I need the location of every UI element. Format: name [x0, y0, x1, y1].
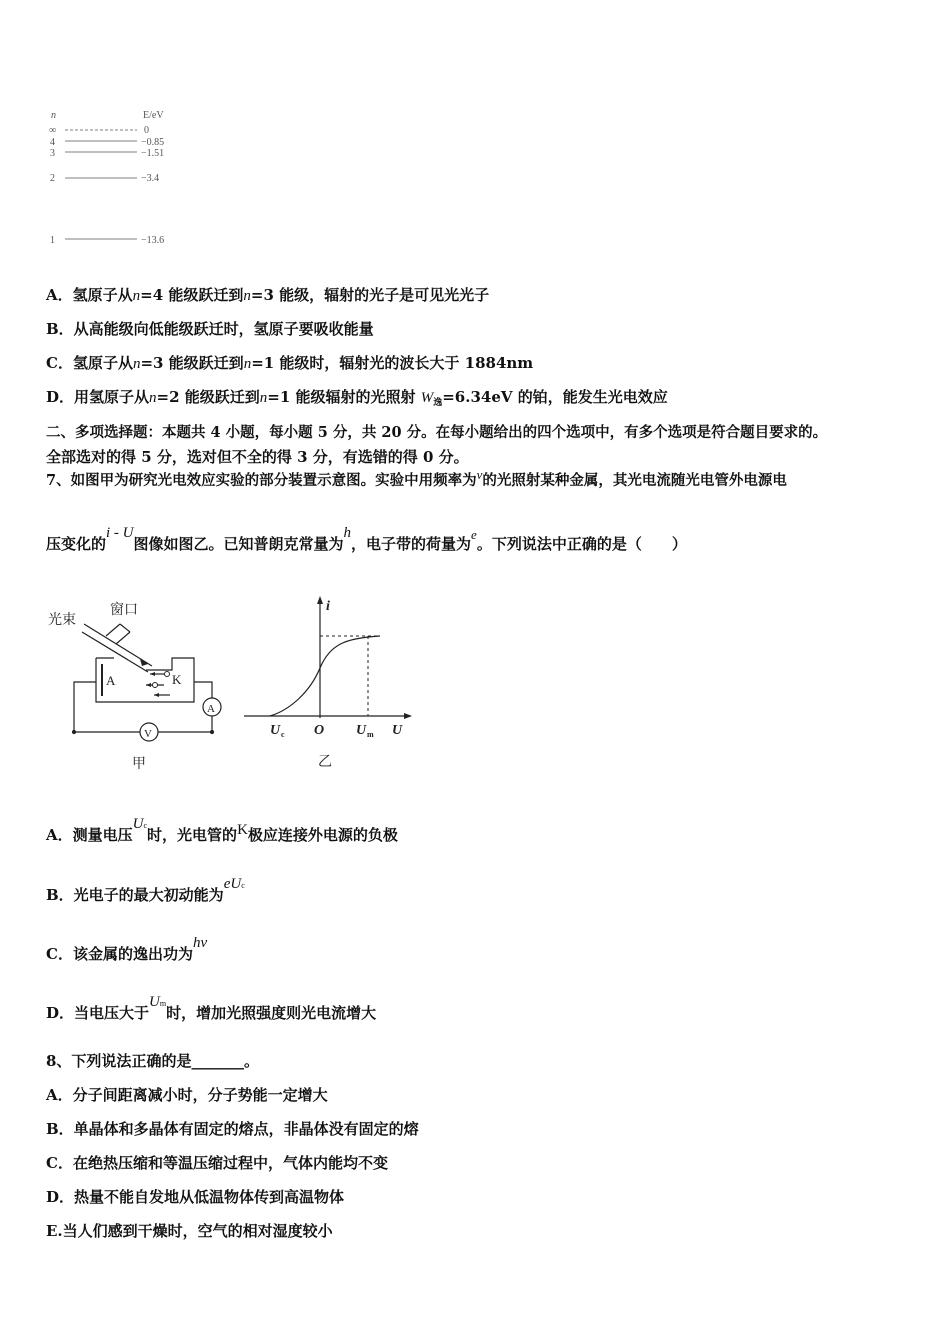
q7-option-d: [46, 994, 377, 1025]
math-uc: [133, 814, 147, 832]
uc-label: U: [270, 723, 281, 738]
q8-option-b: B．单晶体和多晶体有固定的熔点，非晶体没有固定的熔: [46, 1120, 419, 1138]
uc-sub: c: [281, 730, 285, 739]
energy-level-diagram: [40, 100, 190, 255]
text: B．光电子的最大初动能为: [46, 886, 224, 904]
q6-option-c: [46, 354, 533, 373]
text: 图像如图乙。已知普朗克常量为: [133, 535, 344, 553]
q7-stem-line2: [46, 525, 687, 554]
var-eu: eU: [223, 876, 242, 892]
text: 的光照射某种金属，其光电流随光电管外电源电: [482, 472, 787, 489]
text: =4 能级跃迁到: [140, 286, 244, 304]
energy-axis-label: E/eV: [143, 110, 164, 121]
var-iu: i - U: [106, 525, 134, 541]
text: C．该金属的逸出功为: [46, 945, 193, 963]
level-n-inf: ∞: [49, 125, 57, 136]
var-e: e: [471, 527, 477, 542]
n-axis-label: n: [51, 110, 56, 121]
text: =2 能级跃迁到: [156, 388, 260, 406]
level-n-1: 1: [50, 235, 55, 246]
text: D．当电压大于: [46, 1004, 150, 1022]
q7-stem-line1: [46, 467, 787, 490]
q8-option-e: E.当人们感到干燥时，空气的相对湿度较小: [46, 1222, 333, 1240]
q8-option-d: D．热量不能自发地从低温物体传到高温物体: [46, 1188, 345, 1206]
level-e-inf: 0: [144, 125, 149, 136]
q6-option-d: [46, 388, 668, 412]
level-e-3: −1.51: [141, 148, 165, 159]
label-electrode-k: K: [172, 672, 182, 687]
section2-line1: 二、多项选择题：本题共 4 小题，每小题 5 分，共 20 分。在每小题给出的四个选项中，有多个选项是符合题目要求的。: [46, 424, 828, 441]
var-h: h: [343, 525, 352, 541]
q8-option-a: A．分子间距离减小时，分子势能一定增大: [46, 1086, 328, 1104]
text: =3 能级，辐射的光子是可见光光子: [250, 286, 490, 304]
ammeter-label: A: [207, 703, 215, 715]
subscript: 逸: [433, 398, 443, 408]
text: ，电子带的荷量为: [351, 535, 472, 553]
level-e-1: −13.6: [141, 235, 165, 246]
voltmeter-label: V: [144, 728, 152, 740]
um-sub: m: [367, 730, 374, 739]
y-axis-label: i: [326, 599, 330, 614]
subscript: c: [143, 821, 148, 830]
text: D．用氢原子从: [46, 388, 150, 406]
text: 时，光电管的: [147, 826, 238, 844]
text: 极应连接外电源的负极: [247, 826, 398, 844]
text: 时，增加光照强度则光电流增大: [166, 1004, 377, 1022]
q7-option-b: [46, 876, 245, 907]
text: 压变化的: [46, 535, 107, 553]
var-u: U: [132, 816, 144, 832]
photoelectric-apparatus-figure: [44, 596, 244, 776]
level-n-4: 4: [50, 137, 55, 148]
q8-option-c: C．在绝热压缩和等温压缩过程中，气体内能均不变: [46, 1154, 388, 1172]
text: A．氢原子从: [46, 286, 133, 304]
section2-line2: 全部选对的得 5 分，选对但不全的得 3 分，有选错的得 0 分。: [46, 448, 469, 466]
level-n-2: 2: [50, 173, 55, 184]
q6-option-b: B．从高能级向低能级跃迁时，氢原子要吸收能量: [46, 320, 374, 338]
iu-curve: [270, 636, 380, 716]
text: C．氢原子从: [46, 354, 133, 372]
x-axis-label: U: [392, 723, 403, 738]
label-window: 窗口: [110, 603, 138, 618]
var-u: U: [149, 994, 160, 1010]
subscript: c: [241, 881, 245, 890]
subscript: m: [159, 999, 167, 1008]
text: 。下列说法中正确的是（ ）: [476, 535, 687, 553]
level-n-3: 3: [50, 148, 55, 159]
var-n: n: [243, 288, 251, 304]
text: =1 能级辐射的光照射: [267, 388, 421, 406]
var-hnu: hν: [192, 935, 208, 951]
var-n: n: [259, 390, 268, 406]
text: A．测量电压: [46, 826, 133, 844]
level-e-4: −0.85: [141, 137, 165, 148]
label-beam: 光束: [48, 613, 76, 628]
var-w: W: [420, 390, 434, 406]
var-n: n: [243, 356, 252, 372]
var-n: n: [132, 288, 141, 304]
math-um: [149, 992, 166, 1010]
level-e-2: −3.4: [141, 173, 160, 184]
q7-option-c: [46, 935, 208, 964]
caption-yi: 乙: [318, 755, 332, 770]
iu-graph-figure: [240, 592, 420, 776]
label-electrode-a: A: [106, 673, 116, 688]
um-label: U: [356, 723, 367, 738]
origin-label: O: [314, 723, 325, 738]
q8-stem: 8、下列说法正确的是_______。: [46, 1052, 259, 1070]
text: =3 能级跃迁到: [140, 354, 244, 372]
q7-option-a: [46, 816, 398, 847]
var-k: K: [237, 822, 248, 838]
var-n: n: [149, 390, 157, 406]
var-nu: ν: [476, 467, 483, 482]
text: =6.34eV 的铂，能发生光电效应: [442, 388, 668, 406]
text: =1 能级时，辐射光的波长大于 1884nm: [251, 354, 534, 372]
math-euc: [224, 874, 245, 892]
var-n: n: [132, 356, 141, 372]
q6-option-a: [46, 286, 489, 305]
text: 7、如图甲为研究光电效应实验的部分装置示意图。实验中用频率为: [46, 472, 477, 489]
caption-jia: 甲: [132, 757, 146, 772]
